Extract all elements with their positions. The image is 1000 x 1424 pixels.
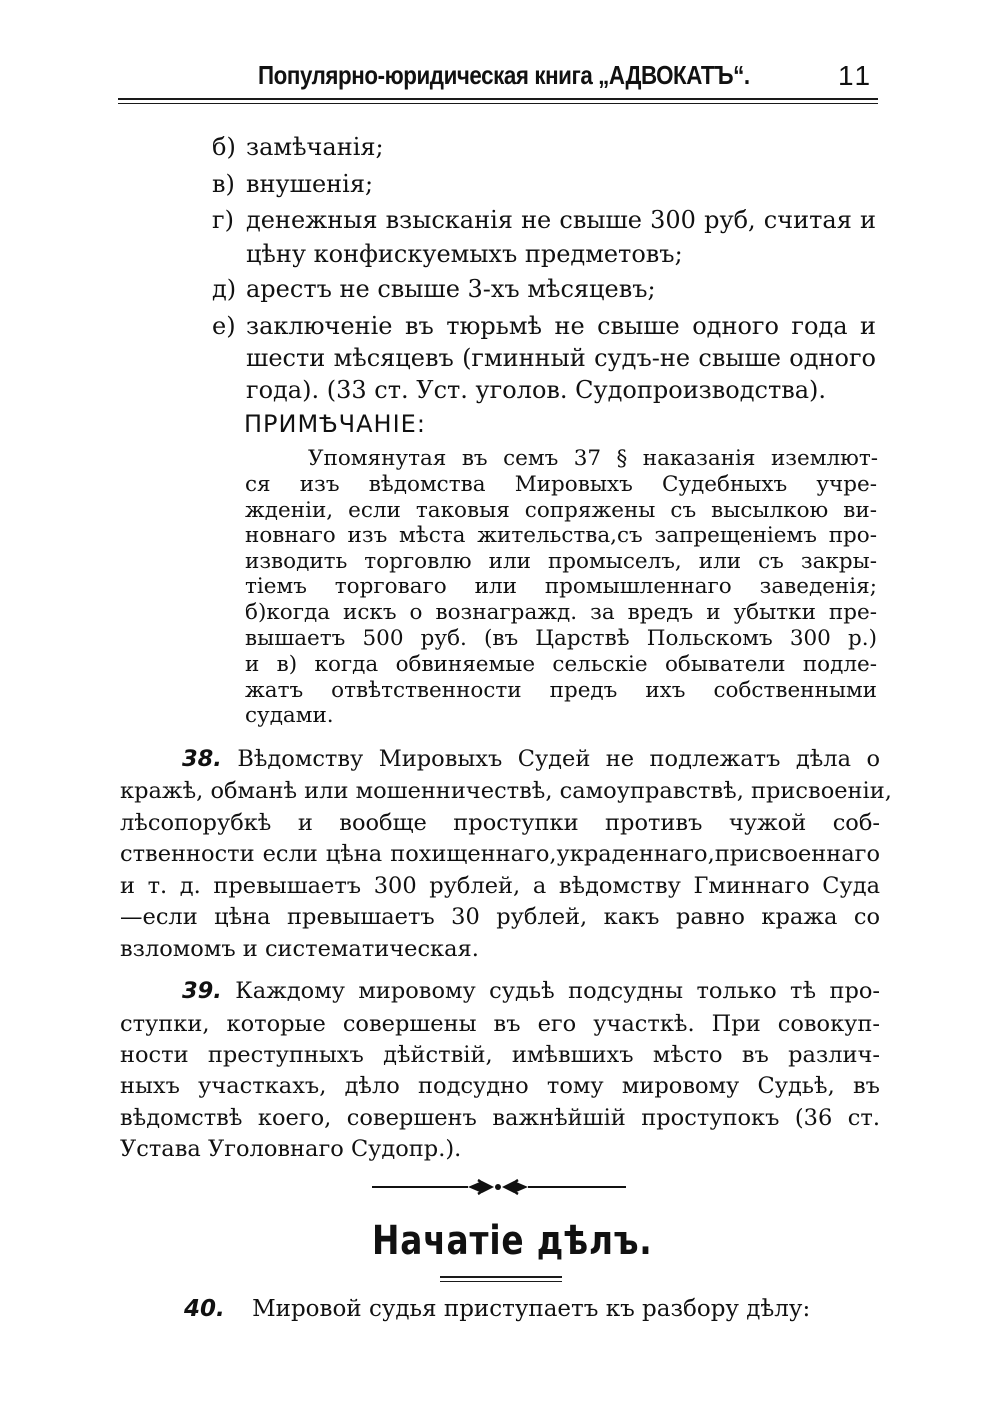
paragraph-line: ступки, которые совершены въ его участкѣ. При совокуп- xyxy=(120,1011,880,1037)
note-line: жденіи, если таковыя сопряжены съ высылкою ви- xyxy=(245,498,877,523)
list-item-b xyxy=(212,133,384,161)
paragraph-number: 40. xyxy=(184,1296,225,1322)
list-item-e xyxy=(212,312,876,340)
note-line: жатъ отвѣтственности предъ ихъ собственными xyxy=(245,678,877,703)
paragraph-line: вѣдомствѣ коего, совершенъ важнѣйшій проступокъ (36 ст. xyxy=(120,1105,880,1131)
header-rule-top xyxy=(118,98,878,100)
list-marker: д) xyxy=(212,275,237,303)
list-text: денежныя взысканія не свыше 300 руб, считая и xyxy=(246,206,876,234)
section-rule-top xyxy=(440,1276,562,1278)
paragraph-line: кражѣ, обманѣ или мошенничествѣ, самоуправствѣ, присвоеніи, xyxy=(120,778,892,804)
note-line: вышаетъ 500 руб. (въ Царствѣ Польскомъ 300 р.) xyxy=(245,626,877,651)
section-title: Начатіе дѣлъ. xyxy=(372,1218,653,1264)
list-text: замѣчанія; xyxy=(246,133,384,161)
page-number: 11 xyxy=(838,60,874,91)
paragraph-text: Мировой судья приступаетъ къ разбору дѣлу: xyxy=(252,1296,811,1322)
list-text: арестъ не свыше 3-хъ мѣсяцевъ; xyxy=(246,275,656,303)
paragraph-line: —если цѣна превышаетъ 30 рублей, какъ равно кража со xyxy=(120,904,880,930)
note-line: б)когда искъ о вознагражд. за вредъ и убытки пре- xyxy=(245,600,877,625)
paragraph-40-first-line xyxy=(184,1296,810,1322)
list-text: внушенія; xyxy=(246,170,374,198)
note-line: Упомянутая въ семъ 37 § наказанія иземлют- xyxy=(308,446,878,471)
list-text-continuation: шести мѣсяцевъ (гминный судъ-не свыше одного xyxy=(246,344,876,372)
paragraph-line: ственности если цѣна похищеннаго,украденнаго,присвоеннаго xyxy=(120,841,880,867)
list-text: заключеніе въ тюрьмѣ не свыше одного года и xyxy=(246,312,876,340)
paragraph-number: 38. xyxy=(182,746,222,772)
running-title: Популярно-юридическая книга „АДВОКАТЪ“. xyxy=(258,60,750,90)
paragraph-line: лѣсопорубкѣ и вообще проступки противъ чужой соб- xyxy=(120,810,880,836)
list-item-d xyxy=(212,275,656,303)
paragraph-line: взломомъ и систематическая. xyxy=(120,936,479,962)
note-line: изводить торговлю или промыселъ, или съ закры- xyxy=(245,549,877,574)
list-text-continuation: цѣну конфискуемыхъ предметовъ; xyxy=(246,240,683,268)
paragraph-39-first-line xyxy=(182,978,880,1004)
note-heading: ПРИМѢЧАНІЕ: xyxy=(244,410,426,438)
note-line: новнаго изъ мѣста жительства,съ запрещеніемъ про- xyxy=(245,523,877,548)
header-rule-bottom xyxy=(118,103,878,104)
paragraph-line: ности преступныхъ дѣйствій, имѣвшихъ мѣсто въ различ- xyxy=(120,1042,880,1068)
paragraph-text: Вѣдомству Мировыхъ Судей не подлежатъ дѣла о xyxy=(237,746,881,772)
list-marker: г) xyxy=(212,206,234,234)
list-marker: б) xyxy=(212,133,236,161)
paragraph-line: Устава Уголовнаго Судопр.). xyxy=(120,1136,462,1162)
ornament-divider xyxy=(372,1172,626,1202)
paragraph-text: Каждому мировому судьѣ подсудны только тѣ про- xyxy=(235,978,881,1004)
note-line: ся изъ вѣдомства Мировыхъ Судебныхъ учре- xyxy=(245,472,877,497)
paragraph-number: 39. xyxy=(182,978,222,1004)
list-text-continuation: года). (33 ст. Уст. уголов. Судопроизводства). xyxy=(246,376,827,404)
paragraph-line: и т. д. превышаетъ 300 рублей, а вѣдомству Гминнаго Суда xyxy=(120,873,880,899)
list-item-v xyxy=(212,170,373,198)
list-item-g xyxy=(212,206,876,234)
paragraph-38-first-line xyxy=(182,746,880,772)
paragraph-line: ныхъ участкахъ, дѣло подсудно тому мировому Судьѣ, въ xyxy=(120,1073,880,1099)
note-line: и в) когда обвиняемые сельскіе обыватели подле- xyxy=(245,652,877,677)
note-line: судами. xyxy=(245,703,334,728)
note-line: тіемъ торговаго или промышленнаго заведенія; xyxy=(245,574,877,599)
section-rule-bottom xyxy=(440,1281,562,1282)
list-marker: в) xyxy=(212,170,235,198)
list-marker: е) xyxy=(212,312,236,340)
